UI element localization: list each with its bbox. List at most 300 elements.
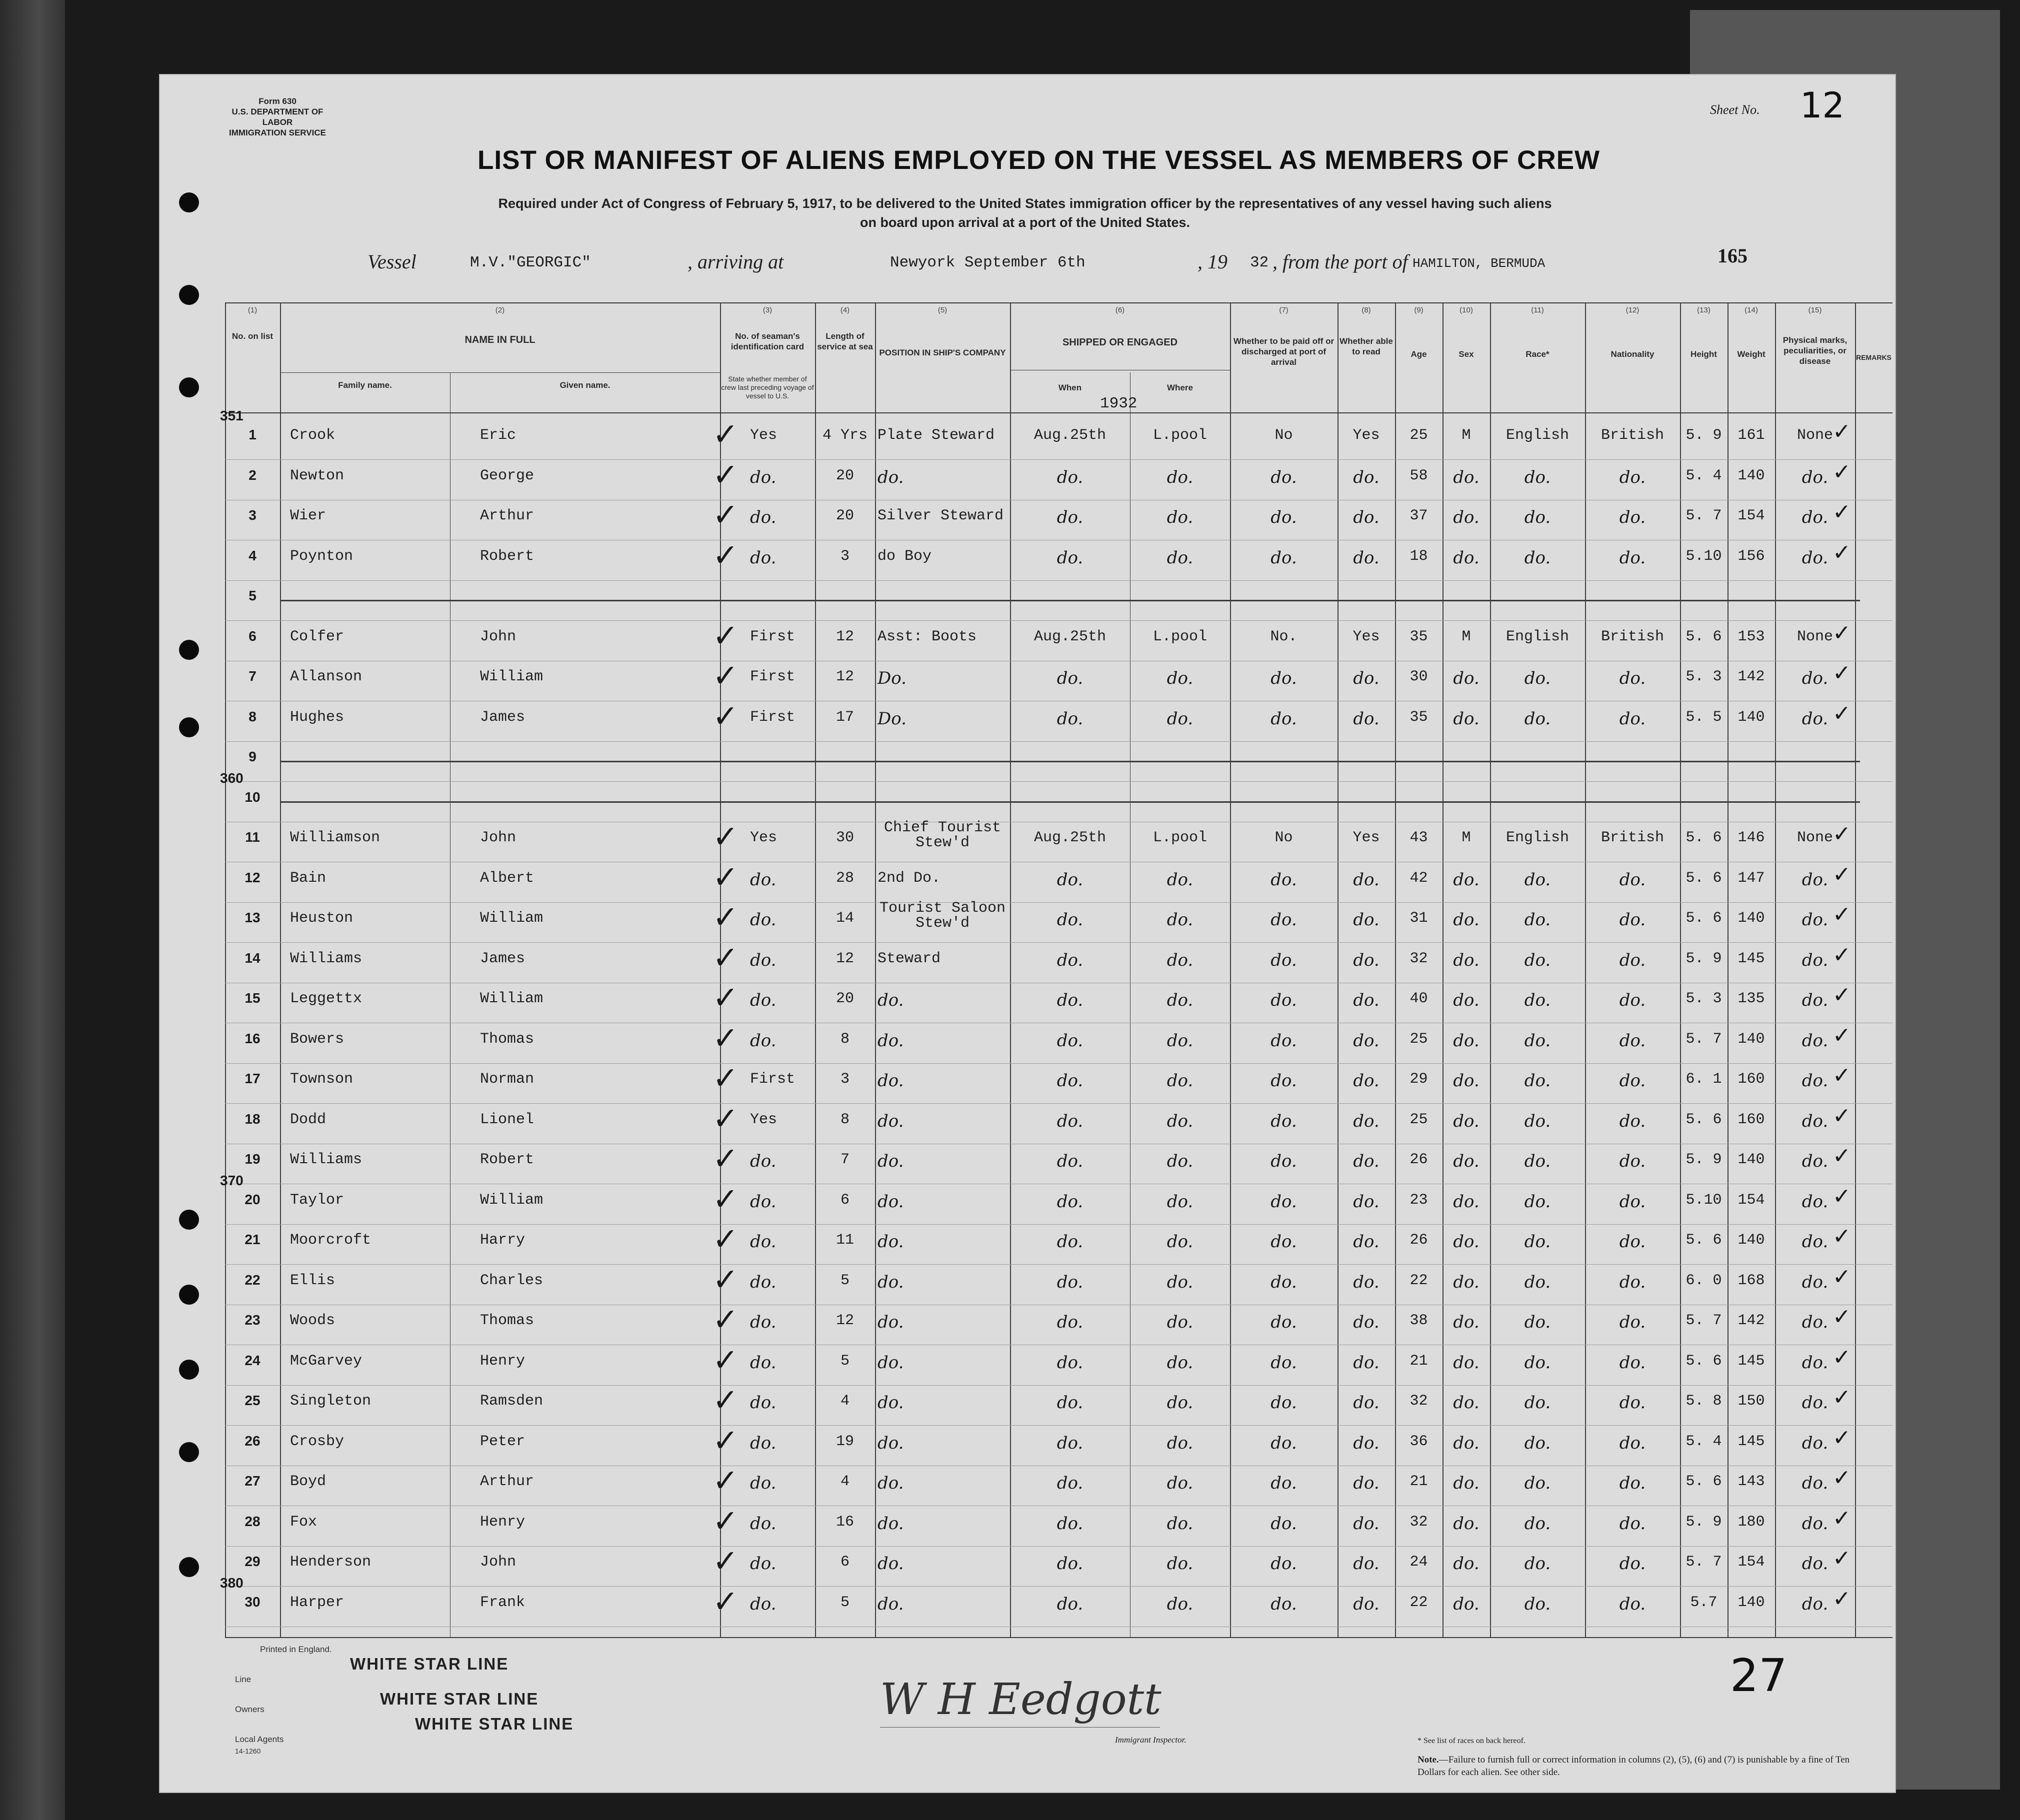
sheet-label: Sheet No. [1710,102,1760,117]
able-to-read-cell: do. [1353,1232,1380,1252]
check-mark-icon: ✓ [1832,419,1851,444]
shipped-when-cell: do. [1056,1312,1084,1332]
sex-cell: do. [1453,548,1480,568]
check-mark-icon: ✓ [1832,942,1851,968]
shipped-where-cell: do. [1166,1232,1194,1252]
paid-off-cell: do. [1270,1272,1297,1292]
shipped-where-cell: do. [1166,950,1194,970]
race-cell: do. [1524,467,1551,487]
weight-cell: 142 [1738,668,1765,685]
col-1-header: No. on list [232,331,274,341]
shipped-when-cell: do. [1056,1071,1084,1091]
age-cell: 32 [1410,1393,1428,1410]
shipped-where-cell: do. [1166,1151,1194,1171]
list-block-marker: 351 [220,408,244,423]
id-card-cell: First [750,709,796,726]
check-mark-icon: ✓ [1832,660,1851,686]
check-mark-icon: ✓ [712,1060,738,1096]
nationality-cell: British [1600,829,1664,846]
check-mark-icon: ✓ [712,657,738,694]
col-4-number: (4) [840,306,850,314]
age-cell: 26 [1410,1232,1428,1249]
age-cell: 32 [1410,950,1428,967]
row-number: 2 [248,467,256,483]
nationality-cell: do. [1619,548,1646,568]
service-length-cell: 5 [840,1594,850,1611]
family-name-cell: Boyd [290,1473,326,1490]
physical-marks-cell: do. [1802,1111,1828,1131]
race-cell: do. [1524,1232,1551,1252]
race-cell: do. [1524,1554,1551,1574]
form-number: Form 630 [258,96,296,106]
given-name-cell: Arthur [480,507,534,524]
paid-off-cell: do. [1270,1111,1297,1131]
able-to-read-cell: do. [1353,1514,1380,1534]
check-mark-icon: ✓ [712,859,738,895]
able-to-read-cell: do. [1353,870,1380,890]
shipped-where-cell: do. [1166,1272,1194,1292]
check-mark-icon: ✓ [1832,1385,1851,1410]
shipped-when-cell: do. [1056,950,1084,970]
shipped-where-cell: do. [1166,668,1194,688]
race-cell: do. [1524,1473,1551,1493]
service-length-cell: 12 [836,628,854,645]
race-cell: do. [1524,1151,1551,1171]
family-name-cell: Henderson [290,1554,372,1571]
col-10-header: Sex [1458,349,1474,359]
punch-hole [179,285,199,305]
col-3-header: No. of seaman's identification card [730,331,804,351]
position-cell: do. [878,1514,904,1534]
able-to-read-cell: do. [1353,950,1380,970]
given-name-cell: William [480,1192,544,1209]
able-to-read-cell: do. [1353,1031,1380,1051]
family-name-cell: Crook [290,427,336,444]
form-header [218,96,338,138]
given-name-cell: John [480,829,516,846]
position-cell: do. [878,1111,904,1131]
line-label: Line [235,1675,252,1684]
family-name-cell: Ellis [290,1272,336,1289]
row-rule [225,1264,1892,1265]
nationality-cell: British [1600,427,1664,444]
punch-hole [179,717,199,737]
shipped-when-cell: do. [1056,1514,1084,1534]
service-length-cell: 5 [840,1272,850,1289]
check-mark-icon: ✓ [712,416,738,452]
sex-cell: do. [1453,1232,1480,1252]
paid-off-cell: do. [1270,1232,1297,1252]
nationality-cell: do. [1619,1554,1646,1574]
family-name-cell: Bowers [290,1031,344,1048]
able-to-read-cell: do. [1353,1393,1380,1413]
row-number: 26 [244,1433,260,1449]
shipped-when-cell: do. [1056,548,1084,568]
shipped-when-cell: Aug.25th [1034,829,1106,846]
age-cell: 23 [1410,1192,1428,1209]
shipped-when-cell: do. [1056,1433,1084,1453]
service-length-cell: 8 [840,1111,850,1128]
row-number: 17 [244,1071,260,1086]
shipped-where-cell: do. [1166,1433,1194,1453]
paid-off-cell: No [1274,829,1293,846]
row-number: 8 [248,709,256,724]
position-cell: Silver Steward [878,507,1004,524]
shipped-where-cell: do. [1166,548,1194,568]
able-to-read-cell: do. [1353,668,1380,688]
vessel-label: Vessel [368,250,416,273]
physical-marks-cell: do. [1802,1473,1828,1493]
paid-off-cell: do. [1270,1433,1297,1453]
check-mark-icon: ✓ [1832,1506,1851,1531]
check-mark-icon: ✓ [1832,620,1851,646]
height-cell: 5. 3 [1686,668,1722,685]
shipped-when-cell: do. [1056,1272,1084,1292]
physical-marks-cell: do. [1802,1272,1828,1292]
check-mark-icon: ✓ [1832,1063,1851,1088]
family-name-cell: Heuston [290,910,354,927]
height-cell: 5.10 [1686,1192,1722,1209]
shipped-when-cell: do. [1056,990,1084,1010]
given-name-cell: Thomas [480,1312,534,1329]
age-cell: 22 [1410,1272,1428,1289]
punch-hole [179,1285,199,1305]
col-7-number: (7) [1279,306,1288,314]
blank-row-line [280,600,1860,601]
position-cell: do. [878,1594,904,1614]
height-cell: 5. 6 [1686,910,1722,927]
able-to-read-cell: do. [1353,1433,1380,1453]
race-cell: do. [1524,507,1551,527]
age-cell: 31 [1410,910,1428,927]
able-to-read-cell: do. [1353,1594,1380,1614]
height-cell: 5. 3 [1686,990,1722,1007]
row-rule [225,1425,1892,1426]
name-subheader-rule [280,372,720,373]
row-rule [225,942,1892,943]
owners-label: Owners [235,1705,264,1714]
family-name-cell: Townson [290,1071,354,1088]
table-row [160,1140,1895,1184]
id-card-cell: Yes [750,1111,778,1128]
family-name-cell: Wier [290,507,326,524]
height-cell: 6. 1 [1686,1071,1722,1088]
nationality-cell: do. [1619,910,1646,930]
check-mark-icon: ✓ [712,1221,738,1257]
family-name-cell: Woods [290,1312,336,1329]
row-rule [225,620,1892,621]
row-number: 9 [248,749,256,764]
height-cell: 5. 4 [1686,1433,1722,1450]
shipped-when-cell: Aug.25th [1034,427,1106,444]
check-mark-icon: ✓ [1832,1425,1851,1451]
height-cell: 6. 0 [1686,1272,1722,1289]
shipped-when-cell: do. [1056,709,1084,729]
table-row [160,416,1895,460]
given-name-cell: Robert [480,548,534,565]
inspector-signature: W H Eedgott [880,1675,1162,1725]
given-name-cell: John [480,628,516,645]
col-14-number: (14) [1744,306,1758,314]
id-card-cell: do. [750,1151,776,1171]
nationality-cell: do. [1619,1473,1646,1493]
sex-cell: do. [1453,1071,1480,1091]
given-name-cell: George [480,467,534,484]
sex-cell: do. [1453,1272,1480,1292]
paid-off-cell: do. [1270,1192,1297,1212]
table-row [160,496,1895,540]
shipped-where-cell: do. [1166,1071,1194,1091]
height-cell: 5. 6 [1686,829,1722,846]
family-name-cell: Poynton [290,548,354,565]
col-3-number: (3) [762,306,772,314]
paid-off-cell: do. [1270,870,1297,890]
departure-port: HAMILTON, BERMUDA [1412,256,1546,271]
col-14-header: Weight [1737,349,1766,359]
shipped-where-cell: do. [1166,910,1194,930]
check-mark-icon: ✓ [712,1181,738,1217]
service-length-cell: 3 [840,1071,850,1088]
table-row [160,818,1895,862]
weight-cell: 140 [1738,709,1765,726]
shipped-when-cell: do. [1056,1192,1084,1212]
shipped-where-cell: do. [1166,1111,1194,1131]
given-name-cell: Arthur [480,1473,534,1490]
given-name-cell: James [480,709,526,726]
position-cell: do Boy [878,548,932,565]
id-card-cell: do. [750,1514,776,1534]
shipped-where-cell: do. [1166,1554,1194,1574]
check-mark-icon: ✓ [712,818,738,855]
weight-cell: 154 [1738,1554,1765,1571]
check-mark-icon: ✓ [712,1140,738,1177]
family-name-cell: Allanson [290,668,362,685]
nationality-cell: do. [1619,1353,1646,1373]
check-mark-icon: ✓ [712,1382,738,1418]
physical-marks-cell: do. [1802,1594,1828,1614]
service-length-cell: 4 Yrs [822,427,868,444]
age-cell: 24 [1410,1554,1428,1571]
table-row [160,1221,1895,1265]
race-cell: do. [1524,1071,1551,1091]
age-cell: 36 [1410,1433,1428,1450]
table-row [160,1301,1895,1345]
given-name-cell: Henry [480,1514,526,1531]
height-cell: 5. 4 [1686,467,1722,484]
height-cell: 5. 9 [1686,1151,1722,1168]
table-row [160,1543,1895,1587]
row-number: 29 [244,1554,260,1569]
shipped-where-cell: do. [1166,507,1194,527]
weight-cell: 145 [1738,950,1765,967]
paid-off-cell: do. [1270,548,1297,568]
race-cell: English [1506,628,1570,645]
family-name-cell: Williamson [290,829,380,846]
height-cell: 5. 9 [1686,427,1722,444]
sex-cell: do. [1453,1393,1480,1413]
nationality-cell: do. [1619,990,1646,1010]
weight-cell: 161 [1738,427,1765,444]
family-name-cell: Fox [290,1514,318,1531]
sex-cell: do. [1453,1594,1480,1614]
arrival-place-date: Newyork September 6th [890,254,1086,271]
able-to-read-cell: do. [1353,1353,1380,1373]
penalty-note [1418,1754,1868,1779]
age-cell: 43 [1410,829,1428,846]
table-top-rule [225,302,1892,303]
family-name-cell: Harper [290,1594,344,1611]
position-cell: Do. [878,709,906,729]
position-cell: do. [878,1353,904,1373]
row-number: 20 [244,1192,260,1207]
service-length-cell: 20 [836,507,854,524]
sex-cell: do. [1453,1514,1480,1534]
service-length-cell: 11 [836,1232,854,1249]
col-6-where-header: Where [1167,383,1193,392]
race-cell: English [1506,829,1570,846]
note-text: —Failure to furnish full or correct information in columns (2), (5), (6) and (7) is punishable by a fine of Ten Dollars for each alien. See other side. [1418,1755,1850,1778]
position-cell: do. [878,1192,904,1212]
id-card-cell: First [750,668,796,685]
paid-off-cell: do. [1270,950,1297,970]
id-card-cell: do. [750,548,776,568]
sex-cell: do. [1453,1312,1480,1332]
row-number: 14 [244,950,260,966]
family-name-cell: McGarvey [290,1353,362,1370]
punch-hole [179,192,199,212]
sex-cell: do. [1453,668,1480,688]
given-name-cell: Lionel [480,1111,534,1128]
service-length-cell: 5 [840,1353,850,1370]
table-row [160,939,1895,983]
blank-row-line [280,801,1860,803]
check-mark-icon: ✓ [1832,1184,1851,1209]
paid-off-cell: do. [1270,1473,1297,1493]
height-cell: 5. 6 [1686,1473,1722,1490]
port-label: , from the port of [1272,250,1408,273]
able-to-read-cell: do. [1353,548,1380,568]
physical-marks-cell: do. [1802,1151,1828,1171]
shipped-where-cell: L.pool [1152,427,1208,444]
able-to-read-cell: do. [1353,1554,1380,1574]
table-row [160,1422,1895,1466]
shipped-where-cell: L.pool [1152,829,1208,846]
given-name-cell: Charles [480,1272,544,1289]
family-name-cell: Bain [290,870,326,887]
service-length-cell: 6 [840,1554,850,1571]
weight-cell: 145 [1738,1433,1765,1450]
list-block-marker: 370 [220,1173,244,1188]
physical-marks-cell: do. [1802,1312,1828,1332]
col-10-number: (10) [1460,306,1473,314]
paid-off-cell: No [1274,427,1293,444]
row-number: 25 [244,1393,260,1408]
able-to-read-cell: do. [1353,1111,1380,1131]
service-length-cell: 14 [836,910,854,927]
physical-marks-cell: do. [1802,1554,1828,1574]
physical-marks-cell: do. [1802,1393,1828,1413]
table-row [160,1060,1895,1104]
nationality-cell: do. [1619,1272,1646,1292]
check-mark-icon: ✓ [712,1342,738,1378]
table-row [160,698,1895,742]
age-cell: 26 [1410,1151,1428,1168]
physical-marks-cell: None [1796,628,1833,645]
family-name-cell: Hughes [290,709,344,726]
col-9-header: Age [1410,349,1427,359]
weight-cell: 140 [1738,1151,1765,1168]
check-mark-icon: ✓ [1832,701,1851,726]
service-length-cell: 12 [836,950,854,967]
check-mark-icon: ✓ [1832,459,1851,485]
row-number: 10 [244,789,260,805]
owners-stamp: WHITE STAR LINE [380,1690,539,1708]
service-length-cell: 8 [840,1031,850,1048]
service-length-cell: 30 [836,829,854,846]
table-row [160,979,1895,1023]
given-name-cell: William [480,990,544,1007]
given-name-cell: Henry [480,1353,526,1370]
check-mark-icon: ✓ [1832,499,1851,525]
physical-marks-cell: do. [1802,1514,1828,1534]
row-number: 27 [244,1473,260,1489]
family-name-cell: Leggettx [290,990,362,1007]
col-5-number: (5) [938,306,948,314]
age-cell: 37 [1410,507,1428,524]
col-11-number: (11) [1531,306,1544,314]
position-cell: do. [878,1031,904,1051]
row-number: 7 [248,668,256,684]
family-name-cell: Moorcroft [290,1232,372,1249]
sex-cell: do. [1453,709,1480,729]
given-name-cell: William [480,910,544,927]
weight-cell: 140 [1738,1232,1765,1249]
check-mark-icon: ✓ [1832,1264,1851,1290]
service-length-cell: 12 [836,1312,854,1329]
row-number: 6 [248,628,256,644]
check-mark-icon: ✓ [712,617,738,654]
shipped-where-cell: do. [1166,709,1194,729]
shipped-when-cell: do. [1056,1031,1084,1051]
given-name-cell: Albert [480,870,534,887]
given-name-cell: Eric [480,427,516,444]
weight-cell: 143 [1738,1473,1765,1490]
able-to-read-cell: Yes [1352,427,1380,444]
shipped-where-cell: do. [1166,1594,1194,1614]
physical-marks-cell: do. [1802,467,1828,487]
shipped-when-cell: do. [1056,1111,1084,1131]
shipped-where-cell: do. [1166,870,1194,890]
col-15-number: (15) [1808,306,1822,314]
check-mark-icon: ✓ [1832,862,1851,887]
height-cell: 5. 5 [1686,709,1722,726]
given-name-cell: Peter [480,1433,526,1450]
able-to-read-cell: do. [1353,1192,1380,1212]
weight-cell: 140 [1738,1031,1765,1048]
able-to-read-cell: Yes [1352,628,1380,645]
alien-count: 165 [1718,244,1748,267]
table-row [160,1382,1895,1426]
printed-in-england: Printed in England. [260,1645,332,1654]
shipped-where-cell: do. [1166,1031,1194,1051]
able-to-read-cell: do. [1353,1272,1380,1292]
position-cell: do. [878,1554,904,1574]
age-cell: 25 [1410,1031,1428,1048]
paid-off-cell: No. [1270,628,1298,645]
weight-cell: 135 [1738,990,1765,1007]
shipped-when-cell: do. [1056,668,1084,688]
id-card-cell: do. [750,1192,776,1212]
